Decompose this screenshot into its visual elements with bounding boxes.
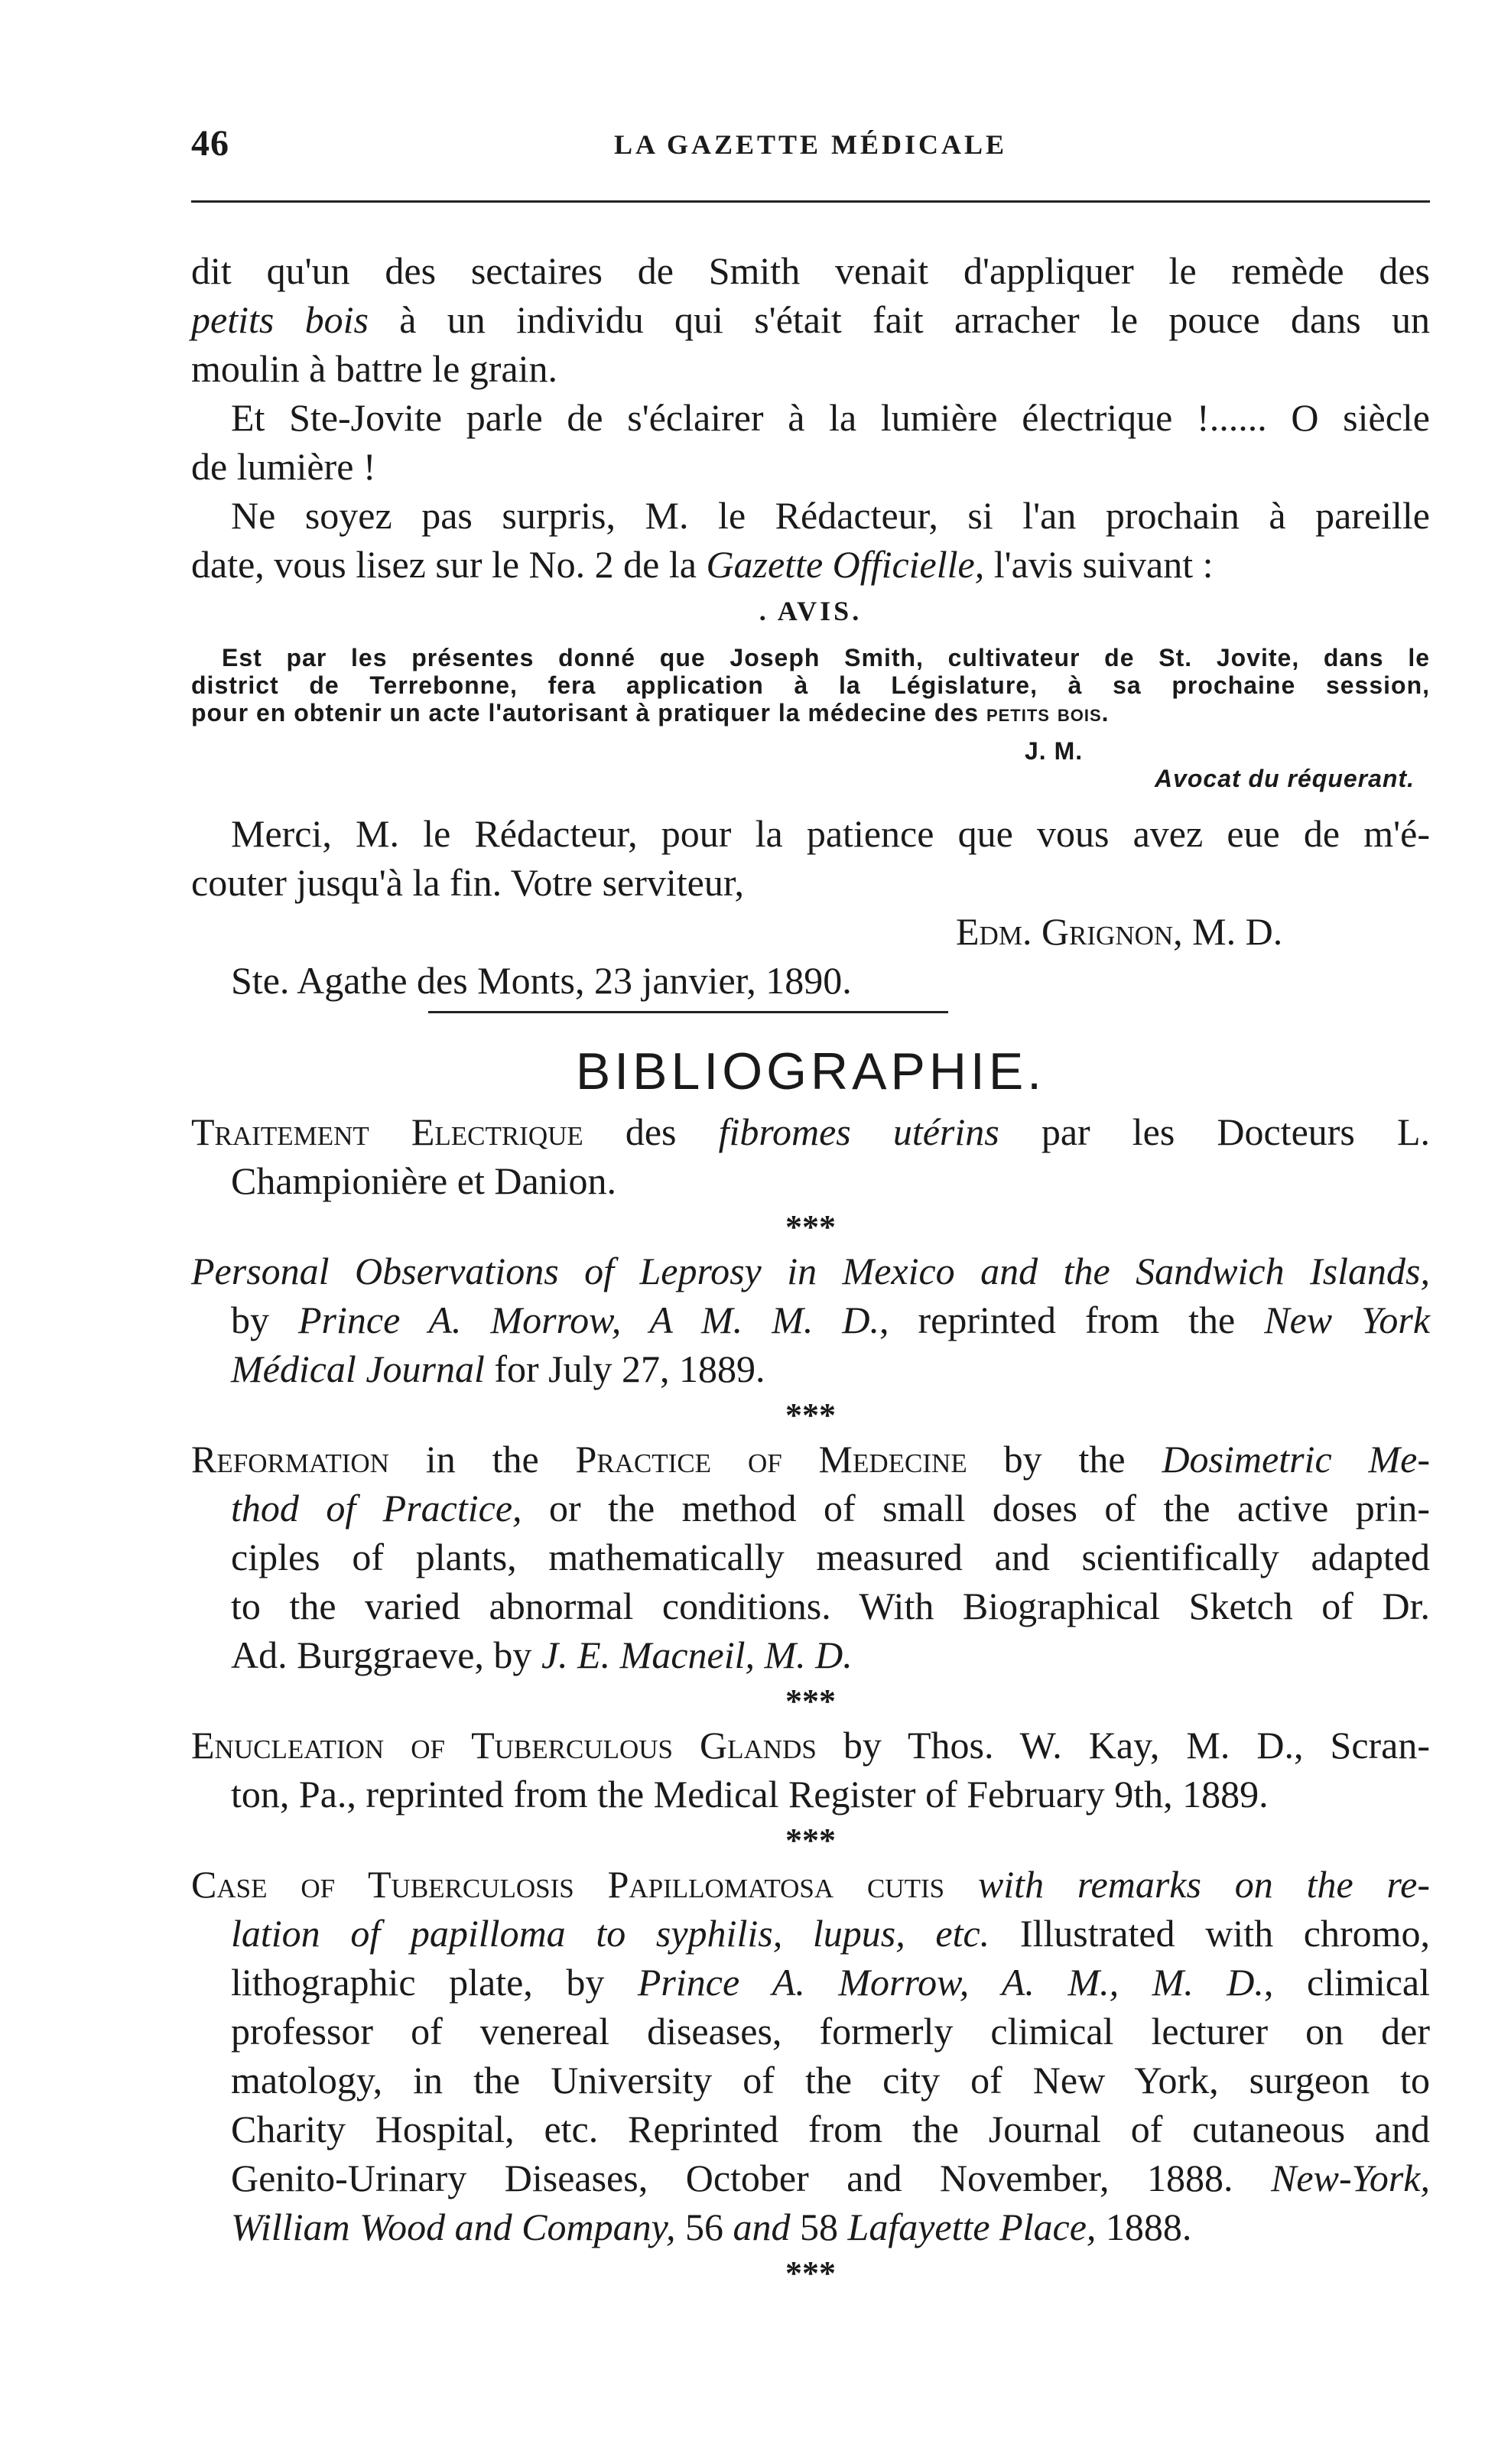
text-line: de lumière ! — [191, 445, 376, 488]
bib-entry — [191, 1247, 1430, 1393]
text-line: William Wood and Company, 56 and 58 Lafayette Place, 1888. — [231, 2206, 1192, 2248]
avis-signature: J. M. — [1025, 737, 1084, 765]
text-line: lation of papilloma to syphilis, lupus, etc. Illustrated with chromo, — [231, 1912, 1430, 1955]
bib-entry — [191, 1721, 1430, 1819]
text-line: Médical Journal for July 27, 1889. — [231, 1347, 765, 1390]
avis-line: Est par les présentes donné que Joseph Smith, cultivateur de St. Jovite, dans le — [222, 644, 1430, 671]
text-line: moulin à battre le grain. — [191, 347, 558, 390]
text-line: date, vous lisez sur le No. 2 de la Gazette Officielle, l'avis suivant : — [191, 543, 1214, 586]
header-rule — [191, 200, 1430, 203]
signature: Edm. Grignon, M. D. — [956, 910, 1283, 953]
avis-line: district de Terrebonne, fera application à la Législature, à sa prochaine session, — [191, 671, 1430, 699]
place-date: Ste. Agathe des Monts, 23 janvier, 1890. — [231, 959, 852, 1002]
text-line: Et Ste-Jovite parle de s'éclairer à la lumière électrique !...... O siècle — [231, 396, 1430, 439]
text-line: petits bois à un individu qui s'était fait arracher le pouce dans un — [191, 298, 1430, 341]
text-line: ciples of plants, mathematically measured and scientifically adapted — [231, 1536, 1430, 1578]
text-line: Ne soyez pas surpris, M. le Rédacteur, si l'an prochain à pareille — [231, 494, 1430, 537]
text-line: by Prince A. Morrow, A M. M. D., reprinted from the New York — [231, 1299, 1431, 1341]
text-line: Traitement Electrique des fibromes utérins par les Docteurs L. — [191, 1110, 1430, 1153]
avis-signature-role: Avocat du réquerant. — [1154, 765, 1415, 792]
bib-entry — [191, 1107, 1430, 1205]
bib-entry — [191, 1435, 1430, 1679]
page-number: 46 — [191, 123, 229, 164]
text-line: Genito-Urinary Diseases, October and November, 1888. New-York, — [231, 2157, 1430, 2199]
text-line: to the varied abnormal conditions. With Biographical Sketch of Dr. — [231, 1585, 1430, 1627]
bibliography-title: BIBLIOGRAPHIE. — [575, 1042, 1046, 1100]
text-line: matology, in the University of the city of New York, surgeon to — [231, 2059, 1430, 2102]
separator: *** — [785, 2254, 836, 2292]
text-line: Championière et Danion. — [231, 1159, 617, 1202]
separator: *** — [785, 1208, 836, 1246]
text-line: Case of Tuberculosis Papillomatosa cutis with remarks on the re- — [191, 1863, 1430, 1906]
avis-notice — [191, 595, 1430, 792]
letter-closing — [191, 809, 1430, 1005]
letter-body — [191, 246, 1430, 589]
separator: *** — [785, 1682, 836, 1720]
text-line: professor of venereal diseases, formerly climical lecturer on der — [231, 2010, 1430, 2053]
avis-line: pour en obtenir un acte l'autorisant à pratiquer la médecine des petits bois. — [191, 699, 1110, 727]
separator: *** — [785, 1396, 836, 1434]
text-line: Personal Observations of Leprosy in Mexico and the Sandwich Islands, — [191, 1250, 1430, 1292]
section-rule — [428, 1011, 948, 1013]
text-line: Merci, M. le Rédacteur, pour la patience que vous avez eue de m'é- — [231, 812, 1430, 855]
text-line: Charity Hospital, etc. Reprinted from the Journal of cutaneous and — [231, 2108, 1430, 2150]
page-header — [191, 122, 1430, 168]
text-line: Enucleation of Tuberculous Glands by Thos. W. Kay, M. D., Scran- — [191, 1724, 1430, 1767]
text-line: lithographic plate, by Prince A. Morrow, A. M., M. D., climical — [231, 1961, 1430, 2004]
running-title: LA GAZETTE MÉDICALE — [613, 129, 1008, 160]
separator: *** — [785, 1822, 836, 1859]
text-line: dit qu'un des sectaires de Smith venait d'appliquer le remède des — [191, 249, 1430, 292]
text-line: Reformation in the Practice of Medecine by the Dosimetric Me- — [191, 1438, 1430, 1481]
bib-entry — [191, 1860, 1430, 2251]
avis-title: . AVIS. — [759, 596, 863, 626]
text-line: Ad. Burggraeve, by J. E. Macneil, M. D. — [231, 1633, 853, 1676]
text-line: couter jusqu'à la fin. Votre serviteur, — [191, 861, 745, 904]
text-line: ton, Pa., reprinted from the Medical Register of February 9th, 1889. — [231, 1773, 1269, 1815]
bibliography — [191, 1042, 1430, 2293]
text-line: thod of Practice, or the method of small doses of the active prin- — [231, 1487, 1430, 1529]
